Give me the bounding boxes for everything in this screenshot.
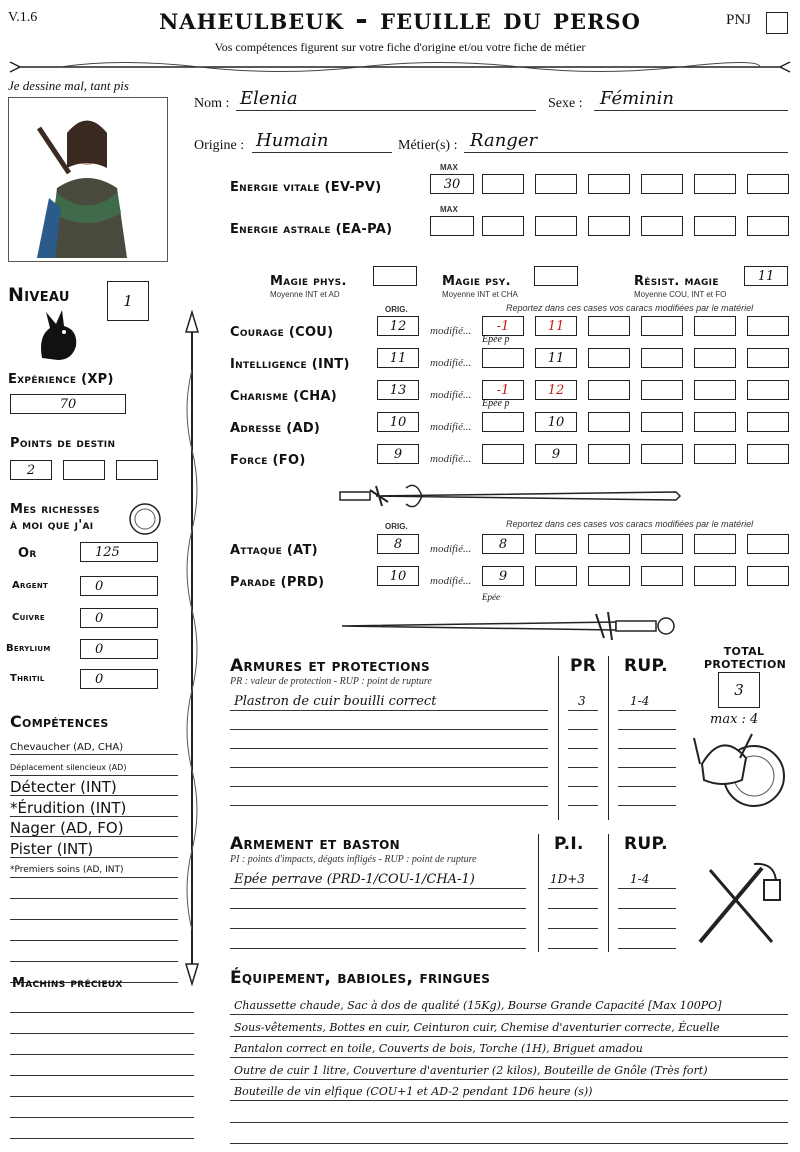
arme-pi-line[interactable]: [548, 888, 598, 889]
destin-box-1[interactable]: 2: [10, 460, 52, 480]
caracs-note: Reportez dans ces cases vos caracs modifiées par le matériel: [506, 303, 754, 313]
carac-mod-box[interactable]: 11: [535, 316, 577, 336]
niveau-box[interactable]: 1: [107, 281, 149, 321]
carac-mod-box[interactable]: [694, 444, 736, 464]
niveau-label: Niveau: [8, 284, 70, 306]
carac-mod-box[interactable]: [588, 380, 630, 400]
origine-line: [252, 152, 392, 153]
carac-mod-note: Epée p: [482, 334, 510, 345]
competence-item[interactable]: *Premiers soins (AD, INT): [10, 865, 124, 875]
armure-pr-line[interactable]: [568, 710, 598, 711]
competence-line: [10, 940, 178, 941]
resist-magie-label: Résist. magie: [634, 274, 719, 289]
money-box-berylium[interactable]: 0: [80, 639, 158, 659]
carac-mod-box[interactable]: 11: [535, 348, 577, 368]
money-label-berylium: Berylium: [6, 643, 51, 654]
competence-item[interactable]: Pister (INT): [10, 839, 94, 858]
combat-note: Reportez dans ces cases vos caracs modifiées par le matériel: [506, 519, 754, 529]
combat-mod-box[interactable]: [694, 566, 736, 586]
competence-line: [10, 919, 178, 920]
arme-pi: 1D+3: [550, 872, 585, 886]
carac-mod-box[interactable]: [588, 412, 630, 432]
modifie-label: modifié...: [430, 575, 472, 587]
armement-col-pi: P.I.: [554, 834, 584, 854]
money-box-argent[interactable]: 0: [80, 576, 158, 596]
machin-line[interactable]: [10, 1138, 194, 1139]
arme-rup-line[interactable]: [618, 928, 676, 929]
armure-line[interactable]: [230, 805, 548, 806]
carac-mod-box[interactable]: [641, 380, 683, 400]
carac-mod-box[interactable]: [588, 444, 630, 464]
arme-line[interactable]: [230, 888, 526, 889]
carac-mod-box[interactable]: [747, 348, 789, 368]
competence-line: [10, 898, 178, 899]
ev-track-box[interactable]: [641, 174, 683, 194]
carac-mod-box[interactable]: [482, 412, 524, 432]
money-label-or: Or: [18, 546, 37, 561]
header-ornament: [0, 56, 800, 78]
ev-track-box[interactable]: [694, 174, 736, 194]
ea-label: Energie astrale (EA-PA): [230, 222, 393, 237]
ev-track-box[interactable]: [588, 174, 630, 194]
money-box-or[interactable]: 125: [80, 542, 158, 562]
caracs-orig-label: ORIG.: [385, 305, 408, 314]
ea-track-box[interactable]: [641, 216, 683, 236]
carac-mod-box[interactable]: 10: [535, 412, 577, 432]
xp-box[interactable]: 70: [10, 394, 126, 414]
carac-mod-box[interactable]: [641, 348, 683, 368]
arme-pi-line[interactable]: [548, 908, 598, 909]
armure-line[interactable]: [230, 786, 548, 787]
carac-mod-box[interactable]: [747, 412, 789, 432]
arme-rup-line[interactable]: [618, 908, 676, 909]
armures-col-divider-2: [608, 656, 609, 820]
equipement-line[interactable]: [230, 1057, 788, 1058]
coin-icon: [128, 502, 162, 536]
modifie-label: modifié...: [430, 421, 472, 433]
armure-line[interactable]: [230, 748, 548, 749]
carac-mod-box[interactable]: [694, 348, 736, 368]
ea-max-box[interactable]: [430, 216, 474, 236]
ev-max-label: MAX: [440, 163, 458, 172]
competence-item[interactable]: *Érudition (INT): [10, 798, 127, 817]
armure-pr-line[interactable]: [568, 786, 598, 787]
total-protection-label: TOTAL PROTECTION: [704, 645, 787, 671]
combat-orig-box[interactable]: 8: [377, 534, 419, 554]
ev-track-box[interactable]: [535, 174, 577, 194]
equipement-line[interactable]: [230, 1079, 788, 1080]
armure-pr-line[interactable]: [568, 805, 598, 806]
competence-line: [10, 754, 178, 755]
resist-magie-note: Moyenne COU, INT et FO: [634, 290, 727, 299]
modifie-label: modifié...: [430, 453, 472, 465]
page-title: naheulbeuk - feuille du perso: [159, 2, 641, 37]
armures-title: Armures et protections: [230, 656, 430, 676]
armure-rup-line[interactable]: [618, 767, 676, 768]
combat-mod-box[interactable]: [588, 534, 630, 554]
carac-label: Courage (COU): [230, 325, 334, 340]
richesses-label-1: Mes richesses: [10, 502, 100, 517]
carac-mod-box[interactable]: [694, 380, 736, 400]
carac-mod-box[interactable]: [482, 444, 524, 464]
money-label-argent: Argent: [12, 580, 49, 591]
carac-mod-box[interactable]: [694, 316, 736, 336]
combat-orig-box[interactable]: 10: [377, 566, 419, 586]
character-portrait-icon: [9, 98, 167, 261]
magie-phys-box[interactable]: [373, 266, 417, 286]
combat-mod-box[interactable]: [535, 566, 577, 586]
portrait-frame[interactable]: [8, 97, 168, 262]
pnj-label: PNJ: [726, 12, 752, 28]
armures-col-pr: PR: [570, 656, 597, 676]
carac-mod-box[interactable]: [641, 412, 683, 432]
carac-orig-box[interactable]: 12: [377, 316, 419, 336]
machin-line[interactable]: [10, 1117, 194, 1118]
combat-mod-box[interactable]: [747, 566, 789, 586]
carac-mod-box[interactable]: [588, 316, 630, 336]
machin-line[interactable]: [10, 1075, 194, 1076]
combat-mod-box[interactable]: [694, 534, 736, 554]
carac-mod-note: Epée p: [482, 398, 510, 409]
combat-mod-box[interactable]: [588, 566, 630, 586]
ev-track-box[interactable]: [482, 174, 524, 194]
armement-col-divider-1: [538, 834, 539, 952]
carac-mod-box[interactable]: [588, 348, 630, 368]
richesses-label-2: à moi que j'ai: [10, 518, 94, 533]
competence-item[interactable]: Nager (AD, FO): [10, 819, 124, 837]
destin-label: Points de destin: [10, 436, 116, 451]
ea-track-box[interactable]: [535, 216, 577, 236]
magie-psy-box[interactable]: [534, 266, 578, 286]
machins-label: Machins précieux: [12, 976, 123, 991]
carac-orig-box[interactable]: 10: [377, 412, 419, 432]
version-label: V.1.6: [8, 10, 38, 25]
equipement-line[interactable]: [230, 1122, 788, 1123]
combat-mod-box[interactable]: [641, 534, 683, 554]
metier-value[interactable]: Ranger: [470, 130, 538, 151]
spear-divider-icon: [180, 310, 204, 986]
arme-rup: 1-4: [630, 872, 650, 886]
carac-mod-box[interactable]: [747, 380, 789, 400]
carac-mod-box[interactable]: -1: [482, 380, 524, 400]
arme-line[interactable]: [230, 948, 526, 949]
competence-line: [10, 877, 178, 878]
sword-divider-2-icon: [336, 608, 686, 644]
carac-orig-box[interactable]: 13: [377, 380, 419, 400]
xp-label: Expérience (XP): [8, 372, 114, 387]
combat-label: Parade (PRD): [230, 575, 325, 590]
arme-rup-line[interactable]: [618, 888, 676, 889]
arme-pi-line[interactable]: [548, 948, 598, 949]
armement-title: Armement et baston: [230, 834, 401, 854]
carac-label: Charisme (CHA): [230, 389, 337, 404]
armure-line[interactable]: [230, 729, 548, 730]
armure-rup-line[interactable]: [618, 748, 676, 749]
armure-name: Plastron de cuir bouilli correct: [234, 694, 437, 709]
armure-pr-line[interactable]: [568, 729, 598, 730]
armure-line[interactable]: [230, 710, 548, 711]
armure-line[interactable]: [230, 767, 548, 768]
machin-line[interactable]: [10, 1096, 194, 1097]
carac-mod-box[interactable]: [482, 348, 524, 368]
magie-psy-note: Moyenne INT et CHA: [442, 290, 518, 299]
carac-mod-box[interactable]: [641, 316, 683, 336]
equipement-line[interactable]: [230, 1143, 788, 1144]
magie-phys-note: Moyenne INT et AD: [270, 290, 340, 299]
arme-pi-line[interactable]: [548, 928, 598, 929]
armures-col-divider-1: [558, 656, 559, 820]
equipement-item: Outre de cuir 1 litre, Couverture d'aventurier (2 kilos), Bouteille de Gnôle (Très fort): [234, 1063, 708, 1077]
dragon-icon: [34, 306, 82, 362]
equipement-line[interactable]: [230, 1100, 788, 1101]
destin-box-3[interactable]: [116, 460, 158, 480]
armure-rup-line[interactable]: [618, 805, 676, 806]
max-protection-text: max : 4: [710, 712, 759, 727]
magie-phys-label: Magie phys.: [270, 274, 347, 289]
armures-col-rup: RUP.: [624, 656, 668, 676]
armement-col-rup: RUP.: [624, 834, 668, 854]
armement-col-divider-2: [608, 834, 609, 952]
combat-mod-box[interactable]: 8: [482, 534, 524, 554]
arme-rup-line[interactable]: [618, 948, 676, 949]
epee-note: Epée: [482, 592, 500, 602]
carac-orig-box[interactable]: 9: [377, 444, 419, 464]
arme-line[interactable]: [230, 908, 526, 909]
armure-rup-line[interactable]: [618, 786, 676, 787]
competence-item[interactable]: Détecter (INT): [10, 778, 117, 796]
carac-mod-box[interactable]: -1: [482, 316, 524, 336]
destin-box-2[interactable]: [63, 460, 105, 480]
page-subtitle: Vos compétences figurent sur votre fiche d'origine et/ou votre fiche de métier: [214, 40, 586, 54]
competence-line: [10, 961, 178, 962]
nom-line: [236, 110, 536, 111]
pnj-checkbox[interactable]: [766, 12, 788, 34]
ea-max-label: MAX: [440, 205, 458, 214]
machin-line[interactable]: [10, 1033, 194, 1034]
equipement-line[interactable]: [230, 1014, 788, 1015]
origine-label: Origine :: [194, 138, 245, 153]
modifie-label: modifié...: [430, 389, 472, 401]
competence-line: [10, 775, 178, 776]
combat-mod-box[interactable]: [747, 534, 789, 554]
ea-track-box[interactable]: [588, 216, 630, 236]
ev-max-box[interactable]: 30: [430, 174, 474, 194]
armure-pr-line[interactable]: [568, 767, 598, 768]
armure-rup: 1-4: [630, 694, 650, 708]
carac-mod-box[interactable]: 12: [535, 380, 577, 400]
ea-track-box[interactable]: [482, 216, 524, 236]
ev-label: Energie vitale (EV-PV): [230, 180, 382, 195]
carac-label: Adresse (AD): [230, 421, 321, 436]
ea-track-box[interactable]: [747, 216, 789, 236]
money-box-cuivre[interactable]: 0: [80, 608, 158, 628]
armure-pr-line[interactable]: [568, 748, 598, 749]
carac-mod-box[interactable]: [747, 316, 789, 336]
competence-item[interactable]: Chevaucher (AD, CHA): [10, 742, 124, 753]
carac-label: Intelligence (INT): [230, 357, 350, 372]
combat-label: Attaque (AT): [230, 543, 318, 558]
combat-mod-box[interactable]: [535, 534, 577, 554]
sexe-label: Sexe :: [548, 96, 583, 111]
armure-rup-line[interactable]: [618, 729, 676, 730]
crossed-weapons-icon: [690, 856, 786, 952]
machin-line[interactable]: [10, 1012, 194, 1013]
money-box-thritil[interactable]: 0: [80, 669, 158, 689]
armures-note: PR : valeur de protection - RUP : point de rupture: [230, 676, 432, 687]
nom-value[interactable]: Elenia: [240, 88, 298, 109]
combat-mod-box[interactable]: [641, 566, 683, 586]
competence-item[interactable]: Déplacement silencieux (AD): [10, 762, 127, 772]
portrait-caption: Je dessine mal, tant pis: [8, 78, 129, 93]
ea-track-box[interactable]: [694, 216, 736, 236]
metier-line: [464, 152, 788, 153]
equipement-item: Sous-vêtements, Bottes en cuir, Ceinturon cuir, Chemise d'aventurier correcte, Écuelle: [234, 1020, 720, 1034]
arme-name: Epée perrave (PRD-1/COU-1/CHA-1): [234, 872, 475, 887]
sexe-line: [594, 110, 788, 111]
carac-label: Force (FO): [230, 453, 306, 468]
metier-label: Métier(s) :: [398, 138, 458, 153]
armement-note: PI : points d'impacts, dégats infligés - RUP : point de rupture: [230, 854, 477, 865]
equipement-item: Chaussette chaude, Sac à dos de qualité (15Kg), Bourse Grande Capacité [Max 100PO]: [234, 999, 722, 1012]
money-label-cuivre: Cuivre: [12, 612, 46, 623]
equipement-title: Équipement, babioles, fringues: [230, 968, 491, 988]
modifie-label: modifié...: [430, 357, 472, 369]
combat-mod-box[interactable]: 9: [482, 566, 524, 586]
nom-label: Nom :: [194, 96, 230, 111]
magie-psy-label: Magie psy.: [442, 274, 511, 289]
armure-rup-line[interactable]: [618, 710, 676, 711]
carac-mod-box[interactable]: 9: [535, 444, 577, 464]
combat-orig-label: ORIG.: [385, 522, 408, 531]
machin-line[interactable]: [10, 1054, 194, 1055]
money-label-thritil: Thritil: [10, 673, 45, 684]
modifie-label: modifié...: [430, 543, 472, 555]
equipement-item: Bouteille de vin elfique (COU+1 et AD-2 pendant 1D6 heure (s)): [234, 1085, 593, 1098]
carac-mod-box[interactable]: [694, 412, 736, 432]
total-protection-box[interactable]: 3: [718, 672, 760, 708]
sword-divider-icon: [336, 478, 686, 514]
modifie-label: modifié...: [430, 325, 472, 337]
sexe-value[interactable]: Féminin: [600, 88, 674, 109]
carac-mod-box[interactable]: [641, 444, 683, 464]
equipement-line[interactable]: [230, 1036, 788, 1037]
competences-label: Compétences: [10, 712, 109, 731]
armure-pr: 3: [578, 694, 586, 708]
helmet-shield-icon: [692, 724, 788, 812]
equipement-item: Pantalon correct en toile, Couverts de bois, Torche (1H), Briguet amadou: [234, 1042, 643, 1055]
arme-line[interactable]: [230, 928, 526, 929]
origine-value[interactable]: Humain: [256, 130, 329, 151]
carac-orig-box[interactable]: 11: [377, 348, 419, 368]
ev-track-box[interactable]: [747, 174, 789, 194]
resist-magie-box[interactable]: 11: [744, 266, 788, 286]
carac-mod-box[interactable]: [747, 444, 789, 464]
